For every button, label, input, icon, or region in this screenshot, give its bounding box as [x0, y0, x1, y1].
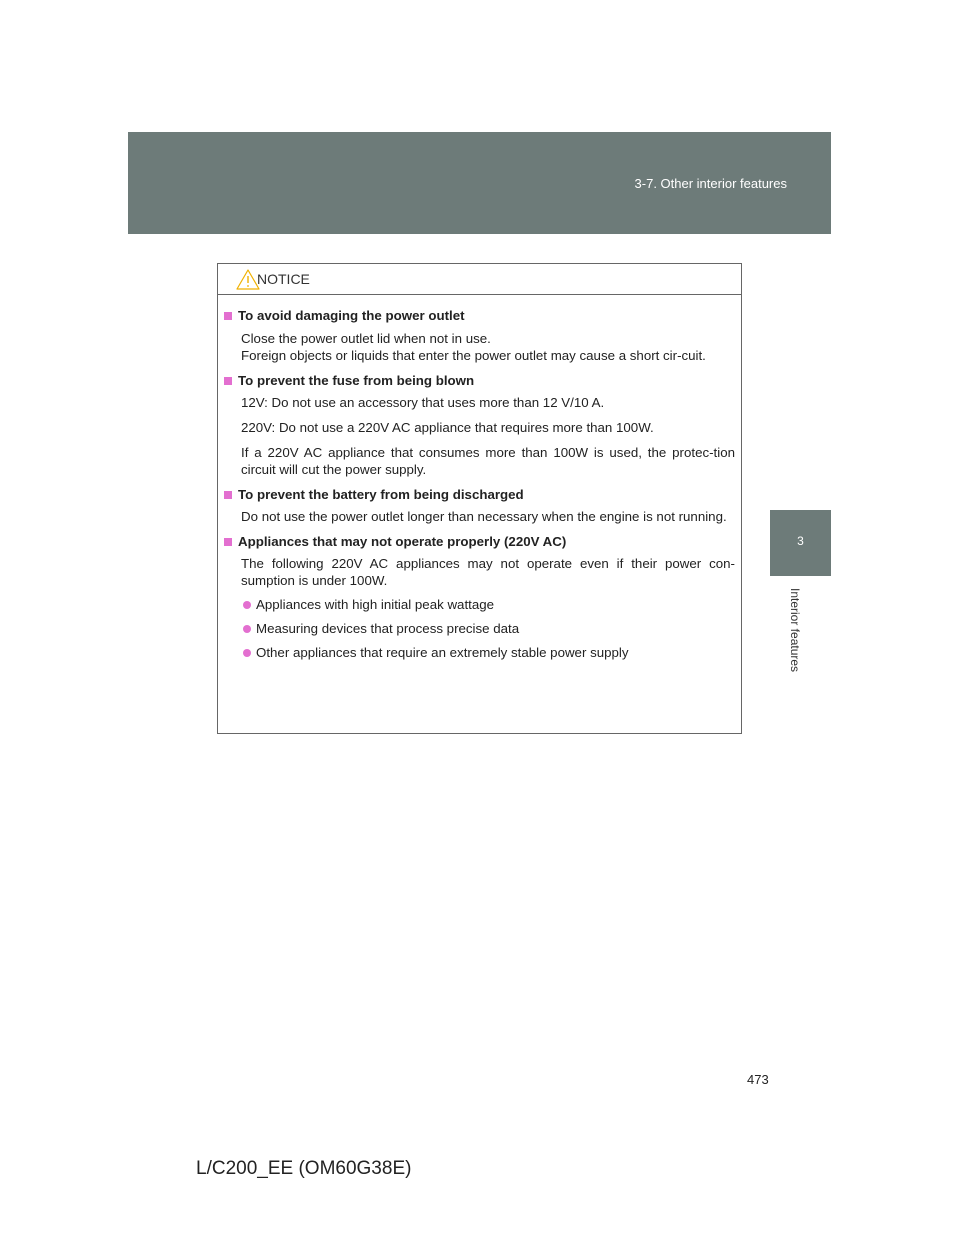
round-bullet-icon: [243, 625, 251, 633]
round-bullet-icon: [243, 649, 251, 657]
page-number: 473: [747, 1072, 769, 1087]
notice-item: [224, 486, 735, 525]
square-bullet-icon: [224, 538, 232, 546]
notice-box: [217, 263, 742, 734]
item-heading: Appliances that may not operate properly (220V AC): [238, 534, 567, 549]
document-code: L/C200_EE (OM60G38E): [196, 1158, 412, 1179]
notice-title: NOTICE: [257, 271, 310, 287]
chapter-tab: [770, 510, 831, 576]
list-item: Other appliances that require an extremely stable power supply: [243, 644, 735, 661]
item-paragraph: Close the power outlet lid when not in use. Foreign objects or liquids that enter the power outlet may cause a short cir-cuit.: [241, 331, 706, 363]
chapter-number: 3: [797, 534, 804, 548]
item-paragraph: The following 220V AC appliances may not operate even if their power con-sumption is under 100W.: [241, 556, 735, 588]
item-paragraph: 220V: Do not use a 220V AC appliance that requires more than 100W.: [241, 420, 654, 435]
square-bullet-icon: [224, 491, 232, 499]
square-bullet-icon: [224, 312, 232, 320]
notice-body: [218, 295, 741, 661]
notice-item: [224, 533, 735, 661]
item-paragraph: If a 220V AC appliance that consumes more than 100W is used, the protec-tion circuit will cut the power supply.: [241, 445, 735, 477]
list-item: Measuring devices that process precise data: [243, 620, 735, 637]
notice-item: [224, 307, 735, 364]
section-title: 3-7. Other interior features: [634, 176, 787, 191]
item-heading: To avoid damaging the power outlet: [238, 308, 465, 323]
header-bar: [128, 132, 831, 234]
round-bullet-icon: [243, 601, 251, 609]
chapter-label: Interior features: [788, 588, 802, 673]
item-heading: To prevent the battery from being discharged: [238, 487, 524, 502]
square-bullet-icon: [224, 377, 232, 385]
notice-item: [224, 372, 735, 478]
item-heading: To prevent the fuse from being blown: [238, 373, 475, 388]
item-paragraph: 12V: Do not use an accessory that uses more than 12 V/10 A.: [241, 395, 605, 410]
list-item: Appliances with high initial peak wattage: [243, 596, 735, 613]
item-paragraph: Do not use the power outlet longer than necessary when the engine is not running.: [241, 509, 727, 524]
notice-header: [218, 264, 741, 295]
